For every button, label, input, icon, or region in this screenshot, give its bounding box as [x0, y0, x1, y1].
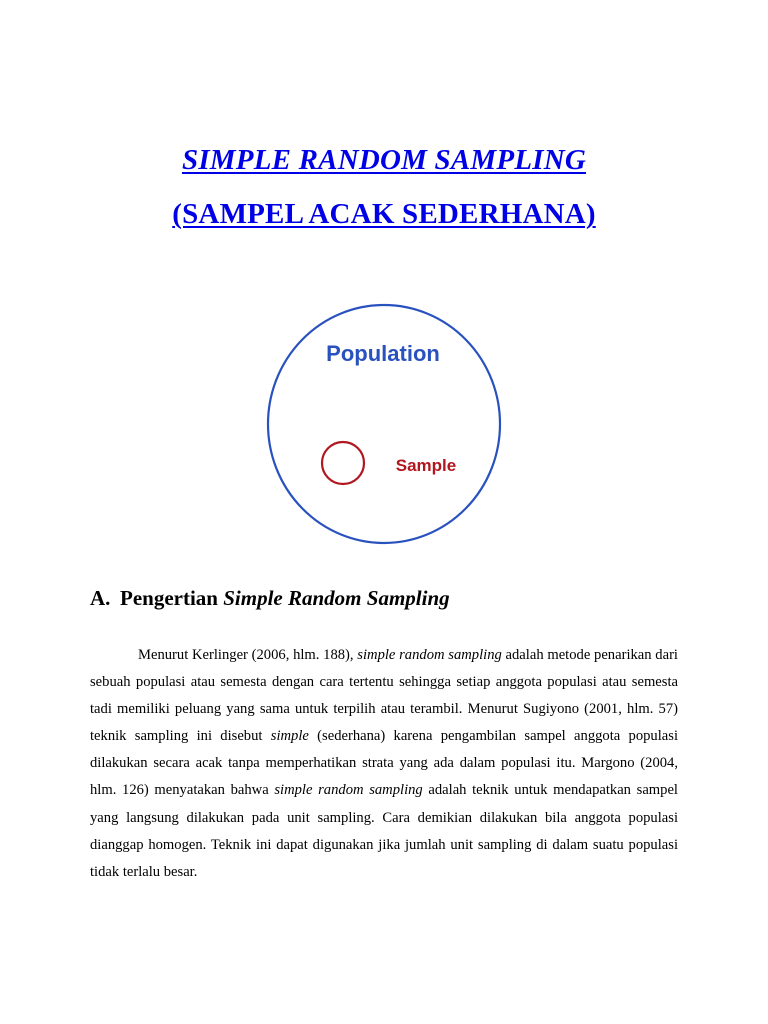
- section-number: A.: [90, 586, 111, 610]
- paragraph-text-2: adalah metode penarikan dari sebuah populasi atau semesta dengan cara tertentu sehingga setiap anggota populasi atau semesta tadi memiliki peluang yang sama untuk terpilih atau terambil. Menurut Sugiyono (2001, hlm. 57) teknik sampling ini disebut: [90, 647, 678, 745]
- diagram-svg: [262, 300, 506, 550]
- population-label: Population: [326, 341, 440, 366]
- sample-label: Sample: [395, 456, 457, 475]
- paragraph-text-3: (sederhana) karena pengambilan sampel anggota populasi dilakukan secara acak tanpa memperhatikan strata yang ada dalam populasi itu. Margono (2004, hlm. 126) menyatakan bahwa: [90, 728, 678, 799]
- paragraph-text-4: adalah teknik untuk mendapatkan sampel yang langsung dilakukan pada unit sampling. Cara demikian dilakukan bila anggota populasi dianggap homogen. Teknik ini dapat digunakan jika jumlah unit sampling di dalam suatu populasi tidak terlalu besar.: [90, 782, 678, 880]
- section-heading: [90, 586, 450, 611]
- paragraph-text-1: Menurut Kerlinger (2006, hlm. 188),: [138, 647, 358, 663]
- population-sample-diagram: [262, 300, 506, 550]
- sample-circle: [322, 442, 364, 484]
- document-subtitle: (SAMPEL ACAK SEDERHANA): [172, 198, 596, 230]
- paragraph-italic-1: simple random sampling: [357, 647, 502, 663]
- section-heading-italic: Simple Random Sampling: [223, 586, 450, 610]
- section-heading-text: Pengertian: [120, 586, 224, 610]
- paragraph-italic-3: simple random sampling: [274, 782, 423, 799]
- document-title: SIMPLE RANDOM SAMPLING: [181, 144, 587, 176]
- paragraph-italic-2: simple: [270, 728, 309, 745]
- body-paragraph: [90, 642, 678, 886]
